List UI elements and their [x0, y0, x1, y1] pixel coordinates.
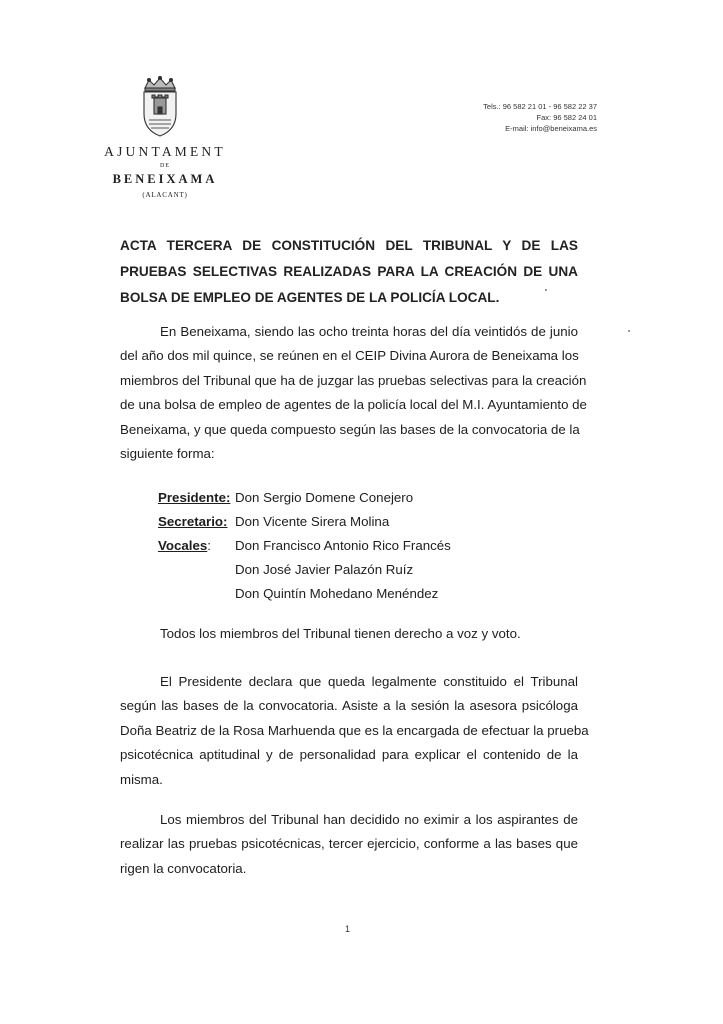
title-line: ACTA TERCERA DE CONSTITUCIÓN DEL TRIBUNAL Y DE LAS: [120, 238, 578, 253]
member-name: Don Quintín Mohedano Menéndez: [235, 586, 439, 601]
scan-speck: [545, 289, 547, 291]
letterhead-line-4: (ALACANT): [142, 191, 188, 199]
member-row-president: [158, 486, 414, 510]
member-name: Don Sergio Domene Conejero: [235, 490, 414, 505]
contact-fax: Fax: 96 582 24 01: [536, 113, 597, 122]
title-line: BOLSA DE EMPLEO DE AGENTES DE LA POLICÍA LOCAL.: [120, 290, 500, 305]
letterhead-line-2: DE: [160, 163, 170, 169]
page-number: 1: [345, 924, 351, 934]
paragraph-rights: [120, 622, 578, 646]
paragraph-constitution: [120, 670, 589, 792]
text-line: Doña Beatriz de la Rosa Marhuenda que es la encargada de efectuar la prueba: [120, 722, 589, 738]
role-label-secretary: Secretario:: [158, 514, 228, 529]
text-line: psicotécnica aptitudinal y de personalidad para explicar el contenido de la: [120, 747, 578, 763]
text-line: Todos los miembros del Tribunal tienen derecho a voz y voto.: [160, 626, 521, 641]
contact-email: E-mail: info@beneixama.es: [505, 124, 597, 133]
letterhead-line-1: AJUNTAMENT: [104, 144, 226, 159]
text-line: miembros del Tribunal que ha de juzgar las pruebas selectivas para la creación: [120, 372, 587, 388]
scan-speck: [628, 330, 630, 332]
member-name: Don Francisco Antonio Rico Francés: [235, 538, 451, 553]
letterhead-line-3: BENEIXAMA: [112, 172, 218, 186]
role-colon: :: [207, 538, 211, 553]
member-row-vocal: [158, 558, 414, 582]
text-line: de una bolsa de empleo de agentes de la policía local del M.I. Ayuntamiento de: [120, 397, 587, 413]
paragraph-decision: [120, 808, 578, 881]
text-line: En Beneixama, siendo las ocho treinta horas del día veintidós de junio: [160, 324, 578, 339]
text-line: siguiente forma:: [120, 446, 215, 462]
member-name: Don Vicente Sirera Molina: [235, 514, 390, 529]
member-row-vocal: [158, 582, 439, 606]
contact-block: [483, 101, 597, 134]
paragraph-opening: [120, 320, 587, 466]
contact-tel: Tels.: 96 582 21 01 - 96 582 22 37: [483, 102, 597, 111]
tribunal-members: [158, 486, 451, 606]
role-label-vocals: Vocales: [158, 538, 208, 553]
text-line: El Presidente declara que queda legalmente constituido el Tribunal: [160, 674, 578, 689]
member-row-vocal: [158, 534, 451, 558]
text-line: según las bases de la convocatoria. Asiste a la sesión la asesora psicóloga: [120, 698, 578, 714]
title-line: PRUEBAS SELECTIVAS REALIZADAS PARA LA CREACIÓN DE UNA: [120, 264, 578, 279]
text-line: rigen la convocatoria.: [120, 860, 247, 876]
text-line: del año dos mil quince, se reúnen en el CEIP Divina Aurora de Beneixama los: [120, 348, 579, 364]
member-name: Don José Javier Palazón Ruíz: [235, 562, 414, 577]
text-line: Los miembros del Tribunal han decidido no eximir a los aspirantes de: [160, 812, 578, 827]
text-line: Beneixama, y que queda compuesto según las bases de la convocatoria de la: [120, 421, 580, 437]
text-line: misma.: [120, 771, 163, 787]
member-row-secretary: [158, 510, 390, 534]
role-label-president: Presidente:: [158, 490, 231, 505]
document-title: [120, 233, 578, 311]
coat-of-arms-icon: [137, 76, 183, 138]
text-line: realizar las pruebas psicotécnicas, tercer ejercicio, conforme a las bases que: [120, 836, 578, 852]
